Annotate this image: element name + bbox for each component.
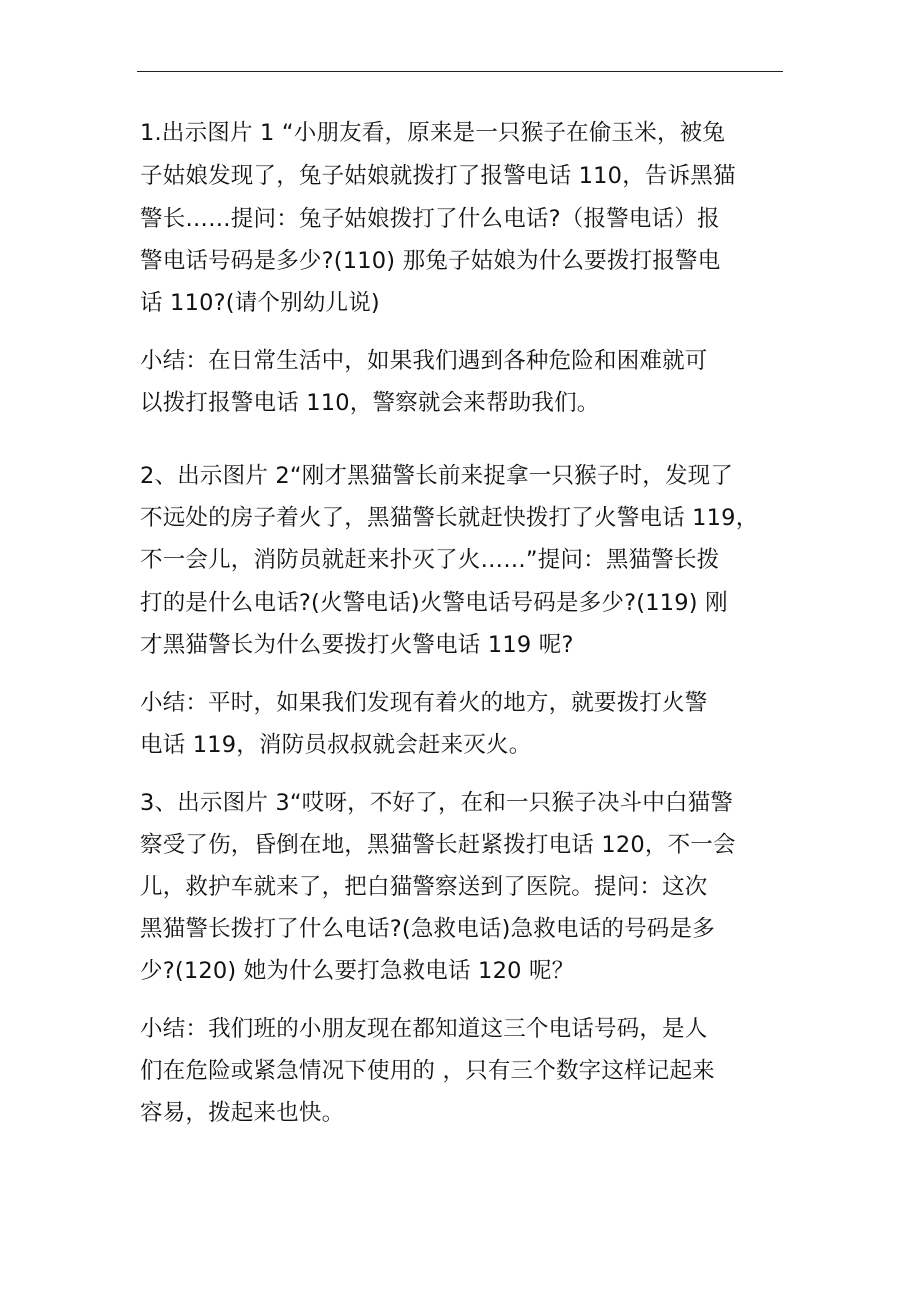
paragraph-5-line-3: 儿，救护车就来了，把白猫警察送到了医院。提问：这次: [140, 874, 708, 900]
paragraph-1-line-1: 1.出示图片 1 “小朋友看，原来是一只猴子在偷玉米，被兔: [140, 120, 726, 146]
paragraph-2-line-1: 小结：在日常生活中，如果我们遇到各种危险和困难就可: [140, 348, 708, 374]
paragraph-1-line-3: 警长……提问：兔子姑娘拨打了什么电话?（报警电话）报: [140, 206, 720, 232]
paragraph-5-line-1: 3、出示图片 3“哎呀，不好了，在和一只猴子决斗中白猫警: [140, 790, 734, 816]
header-rule: [137, 71, 783, 72]
paragraph-1-line-2: 子姑娘发现了，兔子姑娘就拨打了报警电话 110，告诉黑猫: [140, 163, 736, 189]
paragraph-6-line-3: 容易，拨起来也快。: [140, 1100, 345, 1126]
paragraph-1-line-5: 话 110?(请个别幼儿说): [140, 290, 380, 316]
paragraph-3-line-5: 才黑猫警长为什么要拨打火警电话 119 呢?: [140, 632, 574, 658]
paragraph-6-line-1: 小结：我们班的小朋友现在都知道这三个电话号码，是人: [140, 1016, 708, 1042]
paragraph-3-line-4: 打的是什么电话?(火警电话)火警电话号码是多少?(119) 刚: [140, 590, 728, 616]
paragraph-5-line-5: 少?(120) 她为什么要打急救电话 120 呢？: [140, 958, 575, 984]
paragraph-3-line-1: 2、出示图片 2“刚才黑猫警长前来捉拿一只猴子时，发现了: [140, 463, 734, 489]
paragraph-3-line-2: 不远处的房子着火了，黑猫警长就赶快拨打了火警电话 119，: [140, 505, 759, 531]
paragraph-4-line-2: 电话 119，消防员叔叔就会赶来灭火。: [140, 732, 532, 758]
paragraph-5-line-4: 黑猫警长拨打了什么电话?(急救电话)急救电话的号码是多: [140, 916, 715, 942]
paragraph-4-line-1: 小结：平时，如果我们发现有着火的地方，就要拨打火警: [140, 690, 708, 716]
paragraph-1-line-4: 警电话号码是多少?(110) 那兔子姑娘为什么要拨打报警电: [140, 248, 721, 274]
paragraph-2-line-2: 以拨打报警电话 110，警察就会来帮助我们。: [140, 390, 600, 416]
paragraph-3-line-3: 不一会儿，消防员就赶来扑灭了火……”提问：黑猫警长拨: [140, 547, 720, 573]
paragraph-6-line-2: 们在危险或紧急情况下使用的 ，只有三个数字这样记起来: [140, 1058, 715, 1084]
paragraph-5-line-2: 察受了伤，昏倒在地，黑猫警长赶紧拨打电话 120，不一会: [140, 832, 736, 858]
